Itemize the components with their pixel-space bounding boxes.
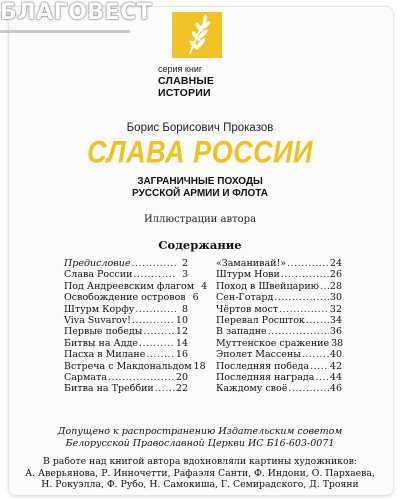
toc-entry-title: Сен-Готард — [216, 292, 274, 304]
toc-entry-title: В западне — [216, 326, 267, 338]
toc-entry-page: 34 — [329, 314, 342, 326]
toc-entry-title: Штурм Нови — [216, 269, 280, 281]
toc-entry-title: Последняя победа — [216, 360, 310, 372]
toc-entry-page: 6 — [192, 292, 199, 304]
toc-entry — [64, 383, 188, 394]
toc-leader-dots — [143, 326, 175, 337]
toc-entry-page: 38 — [331, 337, 344, 349]
illustrations-credit: Иллюстрации автора — [143, 214, 257, 225]
series-name-line1: СЛАВНЫЕ — [158, 75, 215, 87]
toc-leader-dots — [135, 304, 176, 315]
toc-leader-dots — [274, 292, 329, 303]
toc-entry-title: Под Андреевским флагом — [64, 280, 195, 292]
toc-entry — [64, 349, 188, 360]
toc-leader-dots — [302, 349, 329, 360]
toc-entry-title: «Заманивай!» — [216, 258, 287, 269]
toc-entry-page: 14 — [175, 337, 188, 349]
subtitle-line2: РУССКОЙ АРМИИ И ФЛОТА — [132, 188, 268, 199]
toc-leader-dots — [133, 269, 176, 280]
toc-right-column — [216, 258, 342, 395]
toc-entry-title: Пасха в Милане — [64, 349, 146, 361]
toc-entry-title: Первые победы — [64, 326, 143, 338]
subtitle-line1: ЗАГРАНИЧНЫЕ ПОХОДЫ — [137, 176, 263, 187]
artists-line2: А. Аверьянова, Р. Инночетти, Рафаэля Санти, Ф. Индони, О. Пархаева, — [25, 467, 375, 479]
toc-leader-dots — [320, 281, 329, 292]
artists-line1: В работе над книгой автора вдохновляли картины художников: — [43, 456, 357, 467]
series-name-line2: ИСТОРИИ — [158, 87, 211, 99]
toc-entry — [216, 258, 342, 269]
toc-entry-page: 20 — [175, 371, 188, 383]
toc-entry-title: Битва на Треббии — [64, 383, 154, 395]
book-title: СЛАВА РОССИИ — [87, 134, 313, 170]
toc-entry-title: Сармата — [64, 371, 107, 383]
toc-entry-page: 18 — [193, 360, 206, 372]
toc-leader-dots — [281, 269, 329, 280]
toc-entry-title: Эполет Массены — [216, 349, 301, 361]
toc-leader-dots — [287, 258, 329, 269]
toc-leader-dots — [306, 315, 329, 326]
contents-heading: Содержание — [158, 238, 242, 252]
toc-entry-page: 26 — [329, 269, 342, 281]
artists-credit — [0, 456, 400, 491]
toc-entry — [216, 315, 342, 326]
toc-entry — [216, 326, 342, 337]
laurel-branch-icon — [172, 12, 222, 58]
toc-entry — [64, 269, 188, 280]
toc-leader-dots — [155, 383, 175, 394]
approval-line1: Допущено к распространению Издательским советом — [57, 426, 343, 437]
toc-entry-page: 46 — [329, 383, 342, 395]
toc-entry-title: Штурм Корфу — [64, 303, 135, 315]
toc-entry-page: 16 — [175, 349, 188, 361]
approval-note — [0, 426, 400, 449]
approval-line2: Белорусской Православной Церкви ИС Б16-603-0071 — [65, 437, 335, 449]
toc-entry-page: 30 — [329, 292, 342, 304]
toc-entry-title: Каждому своё — [216, 383, 288, 395]
toc-entry-page: 28 — [329, 280, 342, 292]
watermark-logo: БЛАГОВЕСТ — [0, 0, 153, 25]
toc-entry-title: Последняя награда — [216, 371, 315, 383]
toc-entry — [64, 338, 188, 349]
toc-entry-page: 32 — [329, 303, 342, 315]
toc-leader-dots — [315, 372, 329, 383]
toc-leader-dots — [268, 326, 329, 337]
toc-entry — [216, 281, 342, 292]
toc-entry — [64, 372, 188, 383]
toc-entry-page: 40 — [329, 349, 342, 361]
toc-entry-title: Viva Suvarov! — [64, 314, 131, 326]
series-logo — [172, 12, 222, 58]
toc-entry — [64, 315, 188, 326]
toc-entry-title: Битвы на Адде — [64, 337, 139, 349]
toc-entry — [216, 361, 342, 372]
toc-entry — [216, 349, 342, 360]
toc-entry-title: Чёртов мост — [216, 303, 279, 315]
toc-entry-page: 2 — [181, 258, 188, 269]
toc-entry-page: 12 — [175, 326, 188, 338]
watermark-underline — [0, 30, 130, 33]
toc-entry-title: Перевал Росшток — [216, 314, 305, 326]
toc-entry — [216, 292, 342, 303]
toc-entry-page: 42 — [329, 360, 342, 372]
toc-entry — [64, 292, 199, 304]
toc-leader-dots — [108, 372, 175, 383]
artists-line3: Н. Рокуэлла, Ф. Рубо, Н. Самокиша, Г. Семирадского, Д. Трояни — [41, 479, 359, 490]
author-name: Борис Борисович Проказов — [126, 122, 274, 134]
toc-entry-page: 36 — [329, 326, 342, 338]
toc-leader-dots — [132, 315, 175, 326]
toc-entry — [216, 269, 342, 280]
toc-entry — [216, 304, 342, 315]
toc-entry-title: Встреча с Макдональдом — [64, 360, 192, 372]
toc-entry — [64, 304, 188, 315]
toc-entry — [64, 360, 206, 372]
book-subtitle — [0, 176, 400, 200]
toc-leader-dots — [146, 349, 175, 360]
toc-entry-title: Муттенское сражение — [216, 337, 330, 349]
toc-entry-page: 10 — [175, 314, 188, 326]
toc-entry-title: Поход в Швейцарию — [216, 280, 319, 292]
toc-entry — [216, 383, 342, 394]
toc-entry — [216, 338, 342, 349]
toc-leader-dots — [310, 361, 329, 372]
toc-entry-page: 8 — [181, 303, 188, 315]
toc-leader-dots — [132, 258, 177, 269]
toc-entry — [216, 372, 342, 383]
series-caption — [158, 63, 238, 99]
series-label: серия книг — [158, 64, 203, 74]
toc-leader-dots — [139, 338, 175, 349]
toc-entry — [64, 326, 188, 337]
toc-entry-page: 24 — [329, 258, 342, 269]
toc-left-column — [64, 258, 208, 395]
toc-entry-page: 3 — [181, 269, 188, 281]
toc-entry-page: 22 — [175, 383, 188, 395]
toc-leader-dots — [279, 304, 329, 315]
toc-entry-page: 44 — [329, 371, 342, 383]
toc-entry — [64, 258, 188, 269]
toc-entry-page: 4 — [201, 280, 208, 292]
toc-leader-dots — [288, 383, 329, 394]
toc-entry-title: Освобождение островов — [64, 292, 186, 304]
toc-entry-title: Слава России — [64, 269, 133, 281]
toc-entry-title: Предисловие — [64, 258, 131, 269]
toc-entry — [64, 280, 208, 292]
